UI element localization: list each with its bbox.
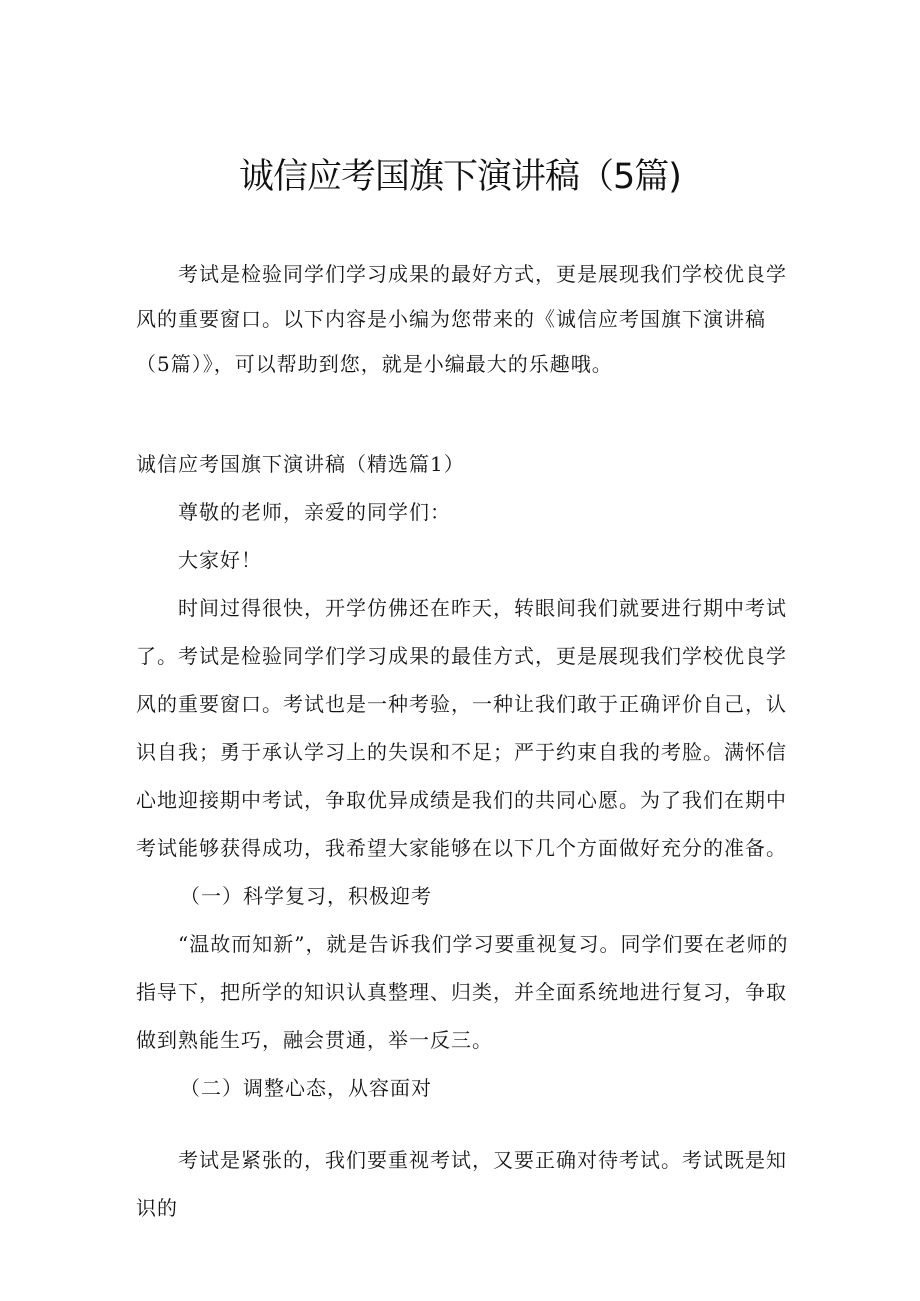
heading-2: （二）调整心态，从容面对 <box>180 1076 432 1100</box>
paragraph-3: 考试是紧张的，我们要重视考试，又要正确对待考试。考试既是知识的 <box>136 1148 787 1220</box>
document-title: 诚信应考国旗下演讲稿（5篇) <box>239 157 681 197</box>
heading-1: （一）科学复习，积极迎考 <box>180 884 432 908</box>
speech-body <box>136 488 800 1232</box>
section-title: 诚信应考国旗下演讲稿（精选篇1） <box>136 452 465 476</box>
greeting: 尊敬的老师，亲爱的同学们： <box>178 500 451 524</box>
intro-paragraph: 考试是检验同学们学习成果的最好方式，更是展现我们学校优良学风的重要窗口。以下内容是小编为您带来的《诚信应考国旗下演讲稿（5篇）》，可以帮助到您，就是小编最大的乐趣哦。 <box>136 262 787 376</box>
hello-line: 大家好！ <box>178 548 262 572</box>
paragraph-2: “温故而知新”，就是告诉我们学习要重视复习。同学们要在老师的指导下，把所学的知识认真整理、归类，并全面系统地进行复习，争取做到熟能生巧，融会贯通，举一反三。 <box>136 932 789 1052</box>
paragraph-1: 时间过得很快，开学仿佛还在昨天，转眼间我们就要进行期中考试了。考试是检验同学们学习成果的最佳方式，更是展现我们学校优良学风的重要窗口。考试也是一种考验，一种让我们敢于正确评价自己，认识自我；勇于承认学习上的失误和不足；严于约束自我的考脸。满怀信心地迎接期中考试，争取优异成绩是我们的共同心愿。为了我们在期中考试能够获得成功，我希望大家能够在以下几个方面做好充分的准备。 <box>136 596 787 860</box>
